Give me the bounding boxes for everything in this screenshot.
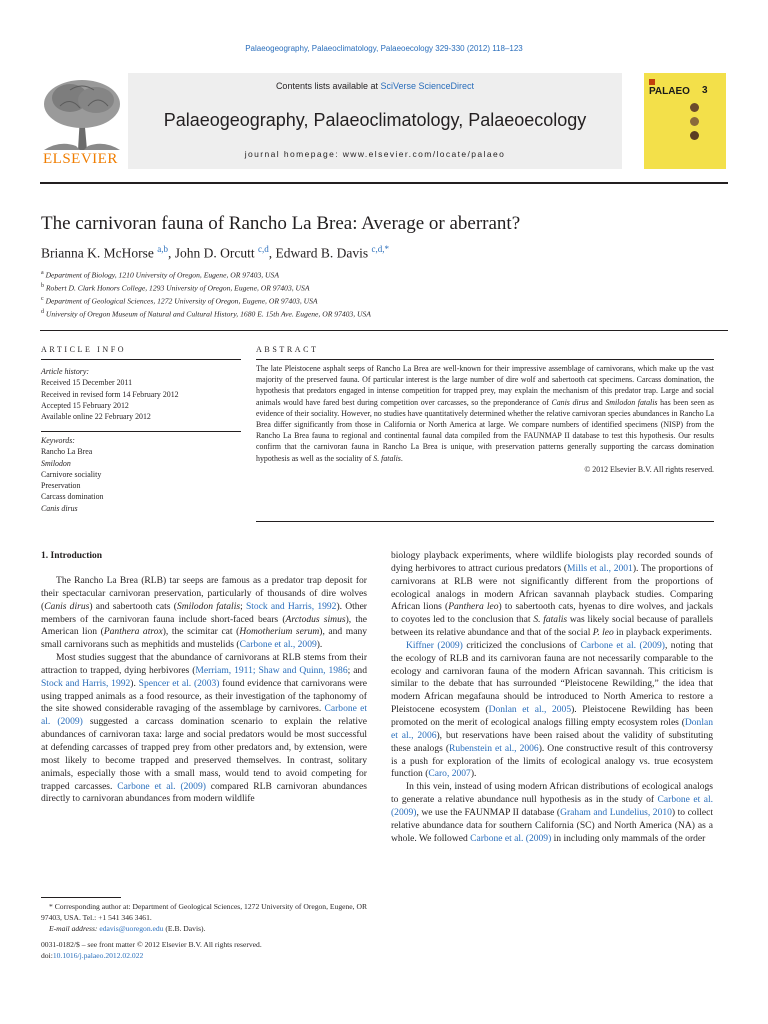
journal-homepage bbox=[128, 149, 622, 159]
journal-banner bbox=[128, 73, 622, 169]
footnote-email-line bbox=[41, 923, 367, 934]
keywords bbox=[41, 435, 103, 514]
taxon-name: S. fatalis bbox=[533, 614, 568, 626]
email-suffix: (E.B. Davis). bbox=[163, 924, 206, 933]
author-affil-mark[interactable]: c,d bbox=[257, 244, 269, 254]
abstract-run: and bbox=[588, 397, 606, 407]
citation-link[interactable]: Donlan et al., 2006 bbox=[391, 716, 713, 741]
sciencedirect-link[interactable]: SciVerse ScienceDirect bbox=[380, 81, 475, 91]
contents-prefix: Contents lists available at bbox=[275, 81, 381, 91]
author-affil-mark[interactable]: c,d, bbox=[371, 244, 385, 254]
citation-link[interactable]: Spencer et al. (2003) bbox=[138, 677, 220, 689]
corresponding-author-footnote bbox=[41, 901, 367, 934]
citation-link[interactable]: Carbone et al. (2009) bbox=[117, 780, 206, 792]
affiliation-text: University of Oregon Museum of Natural and Cultural History, 1680 E. 15th Ave. Eugene, OR 97403, USA bbox=[45, 309, 371, 319]
author: Brianna K. McHorse bbox=[41, 245, 154, 261]
abstract-run: The late Pleistocene asphalt seeps of Rancho La Brea are well-known for their impressive assemblage of carnivorans, which make up the vast majority of the preserved fauna. Of particular interest is the large number of dire wolf and sabertooth cat specimens. Carcass domination, the hypothesis that predators engaged in intense competition for trapped prey, may explain the mechanism of this predator trap. Large and social animals would have fared best during competition over carcasses, so the preponderance of bbox=[256, 364, 714, 407]
abstract-taxon: S. fatalis bbox=[373, 453, 401, 463]
affiliation bbox=[41, 268, 371, 281]
elsevier-logo bbox=[40, 76, 124, 168]
affiliation bbox=[41, 281, 371, 294]
abstract-text bbox=[256, 363, 714, 475]
journal-cover[interactable] bbox=[644, 73, 726, 169]
citation-link[interactable]: Stock and Harris, 1992 bbox=[41, 677, 131, 689]
fossil-icon bbox=[690, 131, 699, 140]
citation-link[interactable]: Caro, 2007 bbox=[428, 768, 471, 780]
journal-title: Palaeogeography, Palaeoclimatology, Palaeoecology bbox=[163, 110, 587, 130]
taxon-name: Canis dirus bbox=[44, 600, 90, 612]
section-heading-introduction: 1. Introduction bbox=[41, 551, 103, 561]
affiliation-text: Robert D. Clark Honors College, 1293 University of Oregon, Eugene, OR 97403, USA bbox=[45, 283, 310, 293]
citation-link[interactable]: Donlan et al., 2005 bbox=[488, 704, 572, 716]
keyword: Carcass domination bbox=[41, 492, 104, 502]
citation-link[interactable]: Carbone et al. (2009) bbox=[391, 794, 713, 818]
author-separator: , bbox=[268, 245, 276, 261]
body-paragraph: biology playback experiments, where wildlife biologists play recorded sounds of dying herbivores to attract curious predators (Mills et al., 2001). The proportions of carnivorans at RLB were not significantly different from the proportions of ecological analogs in modern African savannah playback studies. Comparing African lions (Panthera leo) to sabertooth cats, hyenas to dire wolves, and jackals to coyotes led to the conclusion that S. fatalis was likely social because of parallels between its relative abundance and that of the social P. leo in playback experiments. bbox=[391, 550, 713, 639]
body-column-left bbox=[41, 575, 367, 806]
history-item: Received 15 December 2011 bbox=[41, 378, 133, 388]
author: Edward B. Davis bbox=[275, 245, 369, 261]
article-info-rule bbox=[41, 359, 241, 360]
footnote-body: Corresponding author at: Department of Geological Sciences, 1272 University of Oregon, Eugene, OR 97403, USA. Tel.: +1 541 346 3461. bbox=[41, 902, 368, 922]
abstract-run: has been seen as evidence of their sociality. However, no studies have quantitatively determined whether the relative carnivoran species abundances in Rancho La Brea differ significantly from those in California or North America at large. We compare numbers of identified specimens (NISP) from the Rancho La Brea fauna to regional and continental faunal data compiled from the FAUNMAP II database to test this hypothesis. Our results confirm that the carnivoran fauna in Rancho La Brea is unique, with preservation patterns generally supporting the carcass domination hypothesis as well as the sociality of bbox=[256, 397, 714, 463]
fossil-icon bbox=[690, 117, 699, 126]
abstract-end-rule bbox=[256, 521, 714, 522]
taxon-name: P. leo bbox=[592, 627, 614, 639]
keywords-rule bbox=[41, 431, 241, 432]
abstract-heading: ABSTRACT bbox=[256, 345, 319, 354]
email-label: E-mail address: bbox=[49, 924, 100, 933]
cover-mark-icon bbox=[649, 79, 655, 85]
article-info-heading: ARTICLE INFO bbox=[41, 345, 127, 354]
front-matter: 0031-0182/$ – see front matter © 2012 Elsevier B.V. All rights reserved. bbox=[41, 940, 262, 949]
homepage-url[interactable]: www.elsevier.com/locate/palaeo bbox=[342, 149, 506, 159]
body-paragraph: The Rancho La Brea (RLB) tar seeps are famous as a predator trap deposit for their spectacular carnivoran preservation, particularly of thousands of dire wolves (Canis dirus) and sabertooth cats (Smilodon fatalis; Stock and Harris, 1992). Other members of the carnivoran fauna include short-faced bears (Arctodus simus), the American lion (Panthera atrox), the scimitar cat (Homotherium serum), and many small carnivorans such as mephitids and mustelids (Carbone et al., 2009). bbox=[41, 575, 367, 651]
history-item: Available online 22 February 2012 bbox=[41, 412, 151, 422]
footnote-text bbox=[41, 901, 367, 923]
history-item: Accepted 15 February 2012 bbox=[41, 400, 129, 410]
affiliation-mark: a bbox=[41, 270, 44, 276]
cover-journal-word: PALAEO bbox=[649, 86, 690, 97]
citation-link[interactable]: Mills et al., 2001 bbox=[567, 562, 633, 574]
front-matter-info bbox=[41, 939, 262, 961]
taxon-name: Homotherium serum bbox=[239, 626, 320, 638]
affiliations bbox=[41, 268, 371, 321]
fossil-icon bbox=[690, 103, 699, 112]
abstract-run: . bbox=[400, 453, 403, 463]
doi-link[interactable]: 10.1016/j.palaeo.2012.02.022 bbox=[52, 951, 144, 960]
history-label: Article history: bbox=[41, 367, 89, 376]
affiliation bbox=[41, 307, 371, 320]
citation-link[interactable]: Carbone et al. (2009) bbox=[580, 639, 665, 651]
keyword: Preservation bbox=[41, 481, 81, 491]
author: John D. Orcutt bbox=[174, 245, 255, 261]
elsevier-wordmark: ELSEVIER bbox=[43, 151, 118, 167]
taxon-name: Arctodus simus bbox=[285, 613, 346, 625]
abstract-rule bbox=[256, 359, 714, 360]
affiliation bbox=[41, 294, 371, 307]
author-list bbox=[41, 244, 389, 262]
citation-link[interactable]: Carbone et al., 2009 bbox=[239, 639, 317, 651]
keyword: Smilodon bbox=[41, 458, 71, 468]
footnote-rule bbox=[41, 897, 121, 898]
affiliation-mark: d bbox=[41, 309, 44, 316]
affiliation-mark: b bbox=[41, 283, 44, 290]
citation-link[interactable]: Rubenstein et al., 2006 bbox=[449, 742, 539, 754]
citation-link[interactable]: Graham and Lundelius, 2010 bbox=[560, 806, 672, 818]
citation-link[interactable]: Merriam, 1911; Shaw and Quinn, 1986 bbox=[195, 664, 348, 676]
journal-citation[interactable]: Palaeogeography, Palaeoclimatology, Palaeoecology 329-330 (2012) 118–123 bbox=[245, 44, 523, 53]
header-rule bbox=[40, 182, 728, 184]
author-separator: , bbox=[167, 245, 175, 261]
history-item: Received in revised form 14 February 2012 bbox=[41, 389, 179, 399]
keyword: Canis dirus bbox=[41, 503, 78, 513]
doi-line bbox=[41, 950, 262, 961]
tree-icon bbox=[40, 76, 124, 152]
contents-line bbox=[128, 81, 622, 91]
affiliation-mark: c bbox=[41, 296, 44, 303]
cover-number: 3 bbox=[702, 85, 708, 96]
copyright-notice: © 2012 Elsevier B.V. All rights reserved. bbox=[584, 464, 714, 474]
article-title: The carnivoran fauna of Rancho La Brea: Average or aberrant? bbox=[41, 213, 521, 234]
body-paragraph: Kiffner (2009) criticized the conclusions of Carbone et al. (2009), noting that the ecology of RLB and its carnivoran fauna are not necessarily comparable to the ecology and carnivoran fauna of the modern African savannah. This criticism is similar to the debate that has surrounded “Pleistocene Rewilding,” the idea that modern African megafauna should be introduced to North America to restore a Pleistocene ecosystem (Donlan et al., 2005). Pleistocene Rewilding has been promoted on the merit of ecological analogs filling empty ecosystem roles (Donlan et al., 2006), but reservations have been raised about the validity of substituting these analogs (Rubenstein et al., 2006). One constructive result of this controversy is a push for exploration of the limits of ecological analogy vs. true ecosystem function (Caro, 2007). bbox=[391, 639, 714, 780]
author-affil-mark[interactable]: a,b bbox=[157, 244, 168, 254]
body-paragraph: Most studies suggest that the abundance of carnivorans at RLB stems from their attraction to trapped, dying herbivores (Merriam, 1911; Shaw and Quinn, 1986; and Stock and Harris, 1992). Spencer et al. (2003) found evidence that carnivorans were using trapped animals as a food resource, as their investigation of the taphonomy of the site showed considerable ravaging of the assemblage by carnivores. Carbone et al. (2009) suggested a carcass domination scenario to explain the relative abundances of carnivoran taxa: large and social predators would be most successful at defending carcasses of trapped prey from other predators and, by extension, were most likely to become trapped and preserved themselves. In contrast, solitary animals, especially those with a small mass, would tend to avoid competing for trapped carcasses. Carbone et al. (2009) compared RLB carnivoran abundances directly to carnivoran abundances from modern wildlife bbox=[41, 652, 368, 805]
corresponding-author-mark[interactable]: * bbox=[384, 244, 389, 254]
footnote-mark: * bbox=[49, 902, 53, 911]
citation-link[interactable]: Kiffner (2009) bbox=[406, 639, 463, 651]
taxon-name: Panthera leo bbox=[448, 601, 499, 613]
keywords-label: Keywords: bbox=[41, 436, 75, 445]
keyword: Carnivore sociality bbox=[41, 469, 102, 479]
body-paragraph: In this vein, instead of using modern African distributions of ecological analogs to generate a relative abundance null hypothesis as in the study of Carbone et al. (2009), we use the FAUNMAP II database (Graham and Lundelius, 2010) to collect relative abundance data for southern California (SC) and North America (NA) as a whole. We followed Carbone et al. (2009) in including only mammals of the order bbox=[391, 781, 714, 844]
homepage-prefix: journal homepage: bbox=[244, 149, 343, 159]
email-link[interactable]: edavis@uoregon.edu bbox=[99, 924, 164, 933]
citation-link[interactable]: Stock and Harris, 1992 bbox=[245, 600, 337, 612]
affiliation-text: Department of Geological Sciences, 1272 University of Oregon, Eugene, OR 97403, USA bbox=[45, 296, 318, 306]
taxon-name: Panthera atrox bbox=[103, 626, 163, 638]
citation-link[interactable]: Carbone et al. (2009) bbox=[470, 832, 552, 844]
article-history bbox=[41, 366, 179, 422]
citation-link[interactable]: Carbone et al. (2009) bbox=[41, 703, 367, 728]
affiliation-text: Department of Biology, 1210 University of Oregon, Eugene, OR 97403, USA bbox=[45, 270, 279, 280]
body-column-right bbox=[391, 550, 713, 845]
keyword: Rancho La Brea bbox=[41, 447, 93, 457]
abstract-taxon: Smilodon fatalis bbox=[605, 397, 658, 407]
abstract-taxon: Canis dirus bbox=[551, 397, 589, 407]
doi-prefix: doi: bbox=[41, 951, 53, 960]
section-rule bbox=[40, 330, 728, 331]
taxon-name: Smilodon fatalis bbox=[176, 600, 241, 612]
